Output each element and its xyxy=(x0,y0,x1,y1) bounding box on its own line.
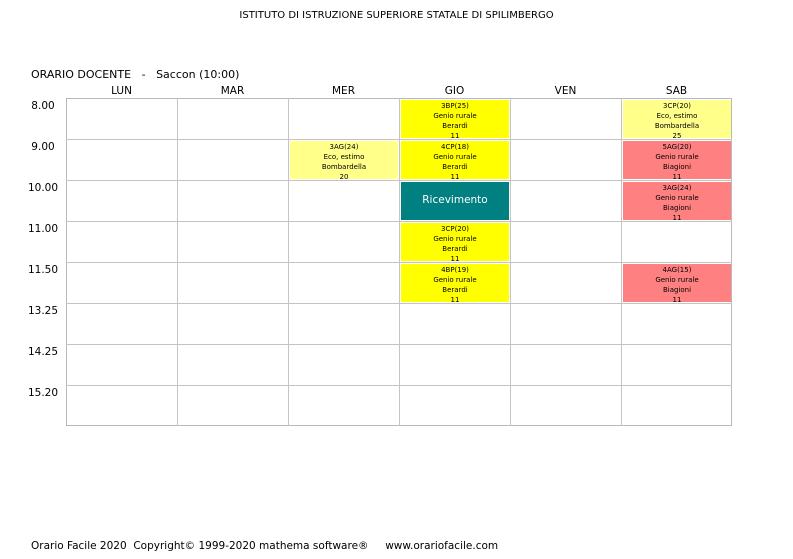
lesson-room: 25 xyxy=(672,132,682,138)
grid-row-divider xyxy=(66,344,732,345)
lesson-class: 3AG(24) xyxy=(329,143,359,151)
lesson-subject: Genio rurale xyxy=(433,276,477,284)
time-label: 13.25 xyxy=(27,305,59,317)
footer-copyright: Orario Facile 2020 Copyright© 1999-2020 mathema software® www.orariofacile.com xyxy=(31,540,499,552)
day-header-sab: SAB xyxy=(665,85,688,97)
lesson-teacher: Bombardella xyxy=(321,163,367,171)
lesson-subject: Eco, estimo xyxy=(323,153,365,161)
lesson-cell[interactable] xyxy=(401,100,509,138)
lesson-room: 11 xyxy=(672,296,682,302)
grid-row-divider xyxy=(66,139,732,140)
day-header-lun: LUN xyxy=(111,85,132,97)
lesson-subject: Eco, estimo xyxy=(656,112,698,120)
time-label: 9.00 xyxy=(31,141,55,153)
teacher-schedule-line xyxy=(31,68,239,81)
lesson-room: 11 xyxy=(450,296,460,302)
day-header-mar: MAR xyxy=(220,85,245,97)
lesson-cell[interactable] xyxy=(623,264,731,302)
lesson-class: 3CP(20) xyxy=(441,225,469,233)
lesson-room: 11 xyxy=(450,132,460,138)
day-header-mer: MER xyxy=(332,85,355,97)
time-label: 14.25 xyxy=(27,346,59,358)
reception-label: Ricevimento xyxy=(422,194,488,206)
reception-cell[interactable] xyxy=(401,182,509,220)
time-label: 11.50 xyxy=(27,264,59,276)
lesson-subject: Genio rurale xyxy=(655,194,699,202)
lesson-cell[interactable] xyxy=(623,100,731,138)
lesson-cell[interactable] xyxy=(290,141,398,179)
lesson-class: 4CP(18) xyxy=(441,143,469,151)
lesson-subject: Genio rurale xyxy=(655,276,699,284)
lesson-teacher: Berardi xyxy=(442,163,468,171)
lesson-subject: Genio rurale xyxy=(433,153,477,161)
day-header-gio: GIO xyxy=(444,85,465,97)
lesson-cell[interactable] xyxy=(401,141,509,179)
time-label: 8.00 xyxy=(31,100,55,112)
lesson-class: 5AG(20) xyxy=(662,143,692,151)
lesson-room: 11 xyxy=(672,214,682,220)
schedule-label: ORARIO DOCENTE xyxy=(31,68,132,81)
lesson-teacher: Berardi xyxy=(442,286,468,294)
time-label: 11.00 xyxy=(27,223,59,235)
lesson-cell[interactable] xyxy=(623,182,731,220)
lesson-teacher: Biagioni xyxy=(662,204,692,212)
lesson-cell[interactable] xyxy=(401,264,509,302)
separator: - xyxy=(141,68,146,81)
lesson-teacher: Berardi xyxy=(442,122,468,130)
lesson-subject: Genio rurale xyxy=(655,153,699,161)
lesson-room: 20 xyxy=(339,173,349,179)
day-header-ven: VEN xyxy=(554,85,577,97)
lesson-teacher: Biagioni xyxy=(662,286,692,294)
lesson-subject: Genio rurale xyxy=(433,235,477,243)
lesson-class: 4AG(15) xyxy=(662,266,692,274)
lesson-room: 11 xyxy=(672,173,682,179)
lesson-teacher: Berardi xyxy=(442,245,468,253)
lesson-teacher: Bombardella xyxy=(654,122,700,130)
lesson-class: 3BP(25) xyxy=(441,102,469,110)
teacher-name: Saccon (10:00) xyxy=(156,68,240,81)
grid-row-divider xyxy=(66,221,732,222)
grid-row-divider xyxy=(66,385,732,386)
lesson-cell[interactable] xyxy=(401,223,509,261)
lesson-cell[interactable] xyxy=(623,141,731,179)
lesson-room: 11 xyxy=(450,173,460,179)
school-title: ISTITUTO DI ISTRUZIONE SUPERIORE STATALE DI SPILIMBERGO xyxy=(239,10,554,21)
time-label: 15.20 xyxy=(27,387,59,399)
grid-row-divider xyxy=(66,262,732,263)
lesson-subject: Genio rurale xyxy=(433,112,477,120)
lesson-class: 4BP(19) xyxy=(441,266,469,274)
lesson-class: 3AG(24) xyxy=(662,184,692,192)
lesson-room: 11 xyxy=(450,255,460,261)
time-label: 10.00 xyxy=(27,182,59,194)
grid-row-divider xyxy=(66,180,732,181)
grid-row-divider xyxy=(66,303,732,304)
lesson-class: 3CP(20) xyxy=(663,102,691,110)
lesson-teacher: Biagioni xyxy=(662,163,692,171)
